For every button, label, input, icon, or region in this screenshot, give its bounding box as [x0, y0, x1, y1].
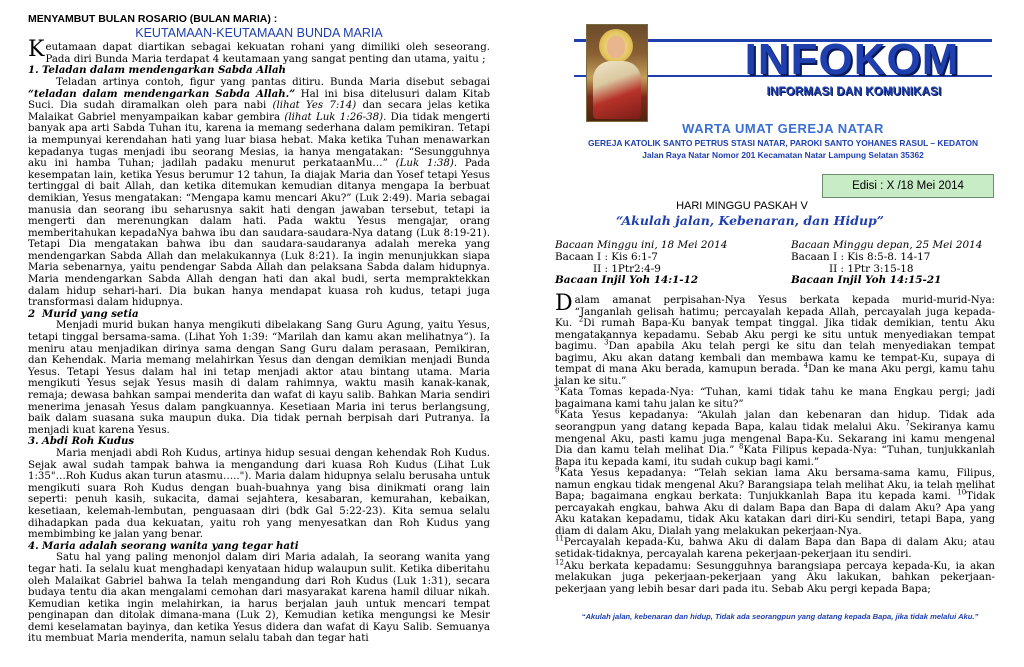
readings-next-week-title: Bacaan Minggu depan, 25 Mei 2014: [791, 239, 983, 251]
drop-cap-k: K: [28, 37, 45, 63]
section-body: [28, 320, 490, 436]
readings-this-week-title: Bacaan Minggu ini, 18 Mei 2014: [555, 239, 728, 251]
verse-number: 12: [555, 558, 564, 567]
gospel-text: [555, 291, 995, 595]
text-run: Dan ke mana Aku pergi, kamu tahu jalan ke situ.”: [555, 364, 995, 387]
warta-heading: WARTA UMAT GEREJA NATAR: [682, 121, 884, 136]
readings-next-week: [791, 240, 1011, 287]
text-run: Di rumah Bapa-Ku banyak tempat tinggal. Jika tidak demikian, tentu Aku mengatakannya kepadamu. Sebab Aku pergi ke situ untuk menyediakan tempat bagimu.: [555, 318, 995, 353]
section-number: 2: [28, 307, 36, 320]
sunday-heading: HARI MINGGU PASKAH V: [676, 200, 808, 212]
text-run: dan secara jelas ketika Malaikat Gabriel menyampaikan kabar gembira: [28, 100, 490, 123]
section-body: [28, 448, 490, 541]
text-run: Menjadi murid bukan hanya mengikuti dibelakang Sang Guru Agung, yaitu Yesus, tetapi tinggal bersama-sama. (Lihat Yoh 1:39: “Marilah dan kamu akan melihatnya”). Ia meniru atau menjadikan dirinya sama dengan Sang Guru dalam perasaan, Pemikiran, dan Kehendak. Maria memang melahirkan Yesus dan dengan demikian menjadi Bunda Yesus. Tetapi Yesus dalam hal ini tetap menjadi aktor atau bintang utama. Maria mengikuti Yesus sejak Yesus masih di dalam rahimnya, waktu masih kanak-kanak, remaja; dewasa bahkan sampai menderita dan wafat di kayu salib. Bahkan Maria sendiri menerima jenasah Yesus dalam pangkuannya. Kesetiaan Maria ini terus berlangsung, baik dalam suasana suka maupun duka. Dia tidak pernah berpisah dari Putranya. Ia menjadi kuat karena Yesus.: [28, 320, 490, 436]
text-run: Satu hal yang paling menonjol dalam diri Maria adalah, Ia seorang wanita yang tegar hati. Ia selalu kuat menghadapi kenyataan hidup walaupun sulit. Ketika diberitahu oleh Malaikat Gabriel bahwa Ia telah mengandung dari Roh Kudus (Luk 1:31), secara budaya tentu dia akan mengalami cemohan dari masyarakat karena hamil diluar nikah. Kemudian ketika ingin melahirkan, ia harus berjalan jauh untuk mencari tempat penginapan dan ditolak dimana-mana (Luk 2), Kemudian ketika mengungsi ke Mesir demi keselamatan bayinya, dan ketika Yesus didera dan wafat di Kayu Salib. Semuanya itu membuat Maria menderita, namun selalu tabah dan tegar hati: [28, 552, 490, 645]
verse-number: 2: [578, 315, 584, 324]
section-heading: [28, 309, 490, 321]
section-title: Maria adalah seorang wanita yang tegar hati: [42, 539, 299, 552]
sunday-theme: “Akulah jalan, Kebenaran, dan Hidup”: [616, 213, 884, 228]
section-body: [28, 77, 490, 309]
verse-number: 9: [555, 465, 560, 474]
text-run: . Dia tidak mengerti banyak apa arti Sabda Tuhan itu, karena ia memang sederhana dalam pemikiran. Tetapi ia mempunyai kerendahan hati yang luar biasa hebat. Maka ketika Tuhan menawarkan kepadanya tugas menjadi ibu seorang Mesias, ia hanya mengatakan: “Sesungguhnya aku ini hamba Tuhan; jadilah padaku menurut perkataanMu…”: [28, 111, 491, 170]
verse-number: 3: [604, 338, 609, 347]
drop-cap-d: D: [555, 291, 573, 316]
text-run: . Pada kesempatan lain, ketika Yesus berumur 12 tahun, Ia diajak Maria dan Yosef tetapi Yesus tertinggal di bait Allah, dan ketika ditemukan kemudian ditanya mengapa Ia berbuat demikian, Yesus mengatakan: “Mengapa kamu mencari Aku?” (Luk 2:49). Maria sebagai manusia dan seorang ibu seharusnya sakit hati dengan jawaban tersebut, tetapi ia mengerti dan merenungkan dalam hati. Pada waktu Yesus mengajar, orang memberitahukan kepadaNya bahwa ibu dan saudara-saudara-Nya datang (Luk 8:19-21). Tetapi Dia mengatakan bahwa ibu dan saudara-saudaranya adalah mereka yang mendengarkan Sabda Allah dan melakukannya (Luk 8:21). Ia ingin menunjukkan siapa Maria sebenarnya, yaitu pendengar Sabda Allah dan pelaksana Sabda dalam hidupnya. Maria mendengarkan Sabda Allah dengan hati dan akal budi, serta mempraktekkan dalam hidup sehari-hari. Dia bukan hanya mendapat kuasa roh kudus, tetapi juga transformasi dalam hidupnya.: [28, 158, 490, 309]
text-run: Dan apabila Aku telah pergi ke situ dan telah menyediakan tempat bagimu, Aku akan datang kembali dan membawa kamu ke tempat-Ku, supaya di tempat di mana Aku berada, kamupun berada.: [555, 341, 995, 376]
reading-one: Bacaan I : Kis 8:5-8. 14-17: [791, 250, 931, 263]
text-run: Sekiranya kamu mengenal Aku, pasti kamu juga mengenal Bapa-Ku. Sekarang ini kamu mengenal Dia dan kamu telah melihat Dia.”: [555, 422, 995, 457]
text-run: Kata Filipus kepada-Nya: “Tuhan, tunjukkanlah Bapa itu kepada kami, itu sudah cukup bagi kami.”: [555, 445, 995, 468]
face-shape: [607, 36, 625, 58]
section-heading: [28, 65, 490, 77]
text-run: Teladan artinya contoh, figur yang pantas ditiru. Bunda Maria disebut sebagai: [56, 76, 490, 88]
section-body: [28, 552, 490, 645]
text-run: “teladan dalam mendengarkan Sabda Allah.”: [28, 87, 296, 100]
text-run: Kata Tomas kepada-Nya: “Tuhan, kami tidak tahu ke mana Engkau pergi; jadi bagaimana kami tahu jalan ke situ?”: [555, 387, 995, 410]
readings-this-week: [555, 240, 775, 287]
church-address: Jalan Raya Natar Nomor 201 Kecamatan Natar Lampung Selatan 35362: [642, 150, 924, 160]
text-run: Maria menjadi abdi Roh Kudus, artinya hidup sesuai dengan kehendak Roh Kudus. Sejak awal sudah tampak bahwa ia mengandung dari kuasa Roh Kudus (Lihat Luk 1:35"…Roh Kudus akan turun atasmu….."). Maria dalam hidupnya selalu berusaha untuk mengikuti suara Roh Kudus dengan buah-buahnya yang bisa dinikmati orang lain seperti: penuh kasih, sukacita, damai sejahtera, kesabaran, kemurahan, kebaikan, kesetiaan, kelemah-lembutan, penguasaan diri (bdk Gal 5:22-23). Kita semua selalu dihadapkan pada dua kekuatan, yaitu roh yang menyesatkan dan Roh Kudus yang membimbing ke jalan yang benar.: [28, 447, 490, 541]
section-title: Teladan dalam mendengarkan Sabda Allah: [42, 64, 286, 77]
text-run: Hal ini bisa ditelusuri dalam Kitab Suci. Dia sudah diramalkan oleh para nabi: [28, 88, 491, 112]
verse-number: 5: [555, 384, 560, 393]
intro-paragraph: [28, 37, 490, 65]
text-run: Kata Yesus kepadanya: “Akulah jalan dan kebenaran dan hidup. Tidak ada seorangpun yang datang kepada Bapa, kalau tidak melalui Aku.: [555, 410, 995, 434]
saint-portrait-icon: [586, 24, 648, 122]
reading-two: II : 1Ptr2:4-9: [593, 262, 661, 275]
verse-number: 11: [555, 535, 564, 544]
masthead-title: INFOKOM: [744, 35, 960, 84]
text-run: alam amanat perpisahan-Nya Yesus berkata kepada murid-murid-Nya: “Janganlah gelisah hatimu; percayalah kepada Allah, percayalah juga kepada-Ku.: [555, 295, 995, 330]
section-number: 3.: [28, 435, 39, 448]
text-run: (lihat Luk 1:26-38): [284, 111, 384, 123]
masthead: [574, 22, 992, 128]
intro-text: eutamaan dapat diartikan sebagai kekuatan rohani yang dimiliki oleh seseorang. Pada diri Bunda Maria terdapat 4 keutamaan yang sangat penting dan utama, yaitu ;: [45, 42, 490, 65]
verse-number: 4: [803, 361, 809, 370]
section-heading: [28, 436, 490, 448]
gospel-reading: Bacaan Injil Yoh 14:1-12: [555, 274, 699, 287]
left-header: MENYAMBUT BULAN ROSARIO (BULAN MARIA) :: [28, 13, 278, 25]
section-title: Abdi Roh Kudus: [42, 435, 135, 448]
reading-two: II : 1Ptr 3:15-18: [829, 262, 914, 275]
left-title: KEUTAMAAN-KEUTAMAAN BUNDA MARIA: [135, 25, 383, 40]
text-run: Aku berkata kepadamu: Sesungguhnya barangsiapa percaya kepada-Ku, ia akan melakukan juga pekerjaan-pekerjaan yang Aku lakukan, bahkan pekerjaan-pekerjaan yang lebih besar dari pada itu. Sebab Aku pergi kepada Bapa;: [555, 560, 995, 595]
reading-one: Bacaan I : Kis 6:1-7: [555, 250, 658, 263]
section-number: 4.: [28, 539, 39, 552]
section-title: Murid yang setia: [42, 307, 139, 320]
gospel-paragraph: [555, 291, 995, 595]
text-run: (lihat Yes 7:14): [272, 100, 357, 112]
left-column: [28, 14, 490, 645]
text-run: Tidak percayakah engkau, bahwa Aku di dalam Bapa dan Bapa di dalam Aku? Apa yang Aku katakan kepadamu, tidak Aku katakan dari diri-Ku sendiri, tetapi Bapa, yang diam di dalam Aku, Dialah yang melakukan pekerjaan-Nya.: [555, 491, 995, 537]
text-run: (Luk 1:38): [395, 158, 454, 170]
section-heading: [28, 541, 490, 553]
robe-shape: [593, 61, 641, 119]
text-run: Percayalah kepada-Ku, bahwa Aku di dalam Bapa dan Bapa di dalam Aku; atau setidak-tidaknya, percayalah karena pekerjaan-pekerjaan itu sendiri.: [555, 537, 995, 561]
edition-badge: Edisi : X /18 Mei 2014: [822, 174, 994, 198]
text-run: Kata Yesus kepadanya: “Telah sekian lama Aku bersama-sama kamu, Filipus, namun engkau tidak mengenal Aku? Barangsiapa telah melihat Aku, ia telah melihat Bapa; bagaimana engkau berkata: Tunjukkanlah Bapa itu kepada kami.: [555, 468, 995, 503]
verse-number: 8: [739, 442, 744, 451]
section-number: 1.: [28, 64, 39, 77]
masthead-subtitle: INFORMASI DAN KOMUNIKASI: [766, 86, 942, 98]
sections-container: [28, 65, 490, 645]
verse-number: 6: [555, 408, 560, 417]
footer-quote: “Akulah jalan, kebenaran dan hidup, Tidak ada seorangpun yang datang kepada Bapa, jika tidak melalui Aku.”: [581, 612, 979, 621]
verse-number: 7: [905, 419, 910, 428]
verse-number: 10: [957, 488, 967, 497]
gospel-reading: Bacaan Injil Yoh 14:15-21: [791, 274, 942, 287]
church-name: GEREJA KATOLIK SANTO PETRUS STASI NATAR, PAROKI SANTO YOHANES RASUL – KEDATON: [587, 138, 979, 148]
